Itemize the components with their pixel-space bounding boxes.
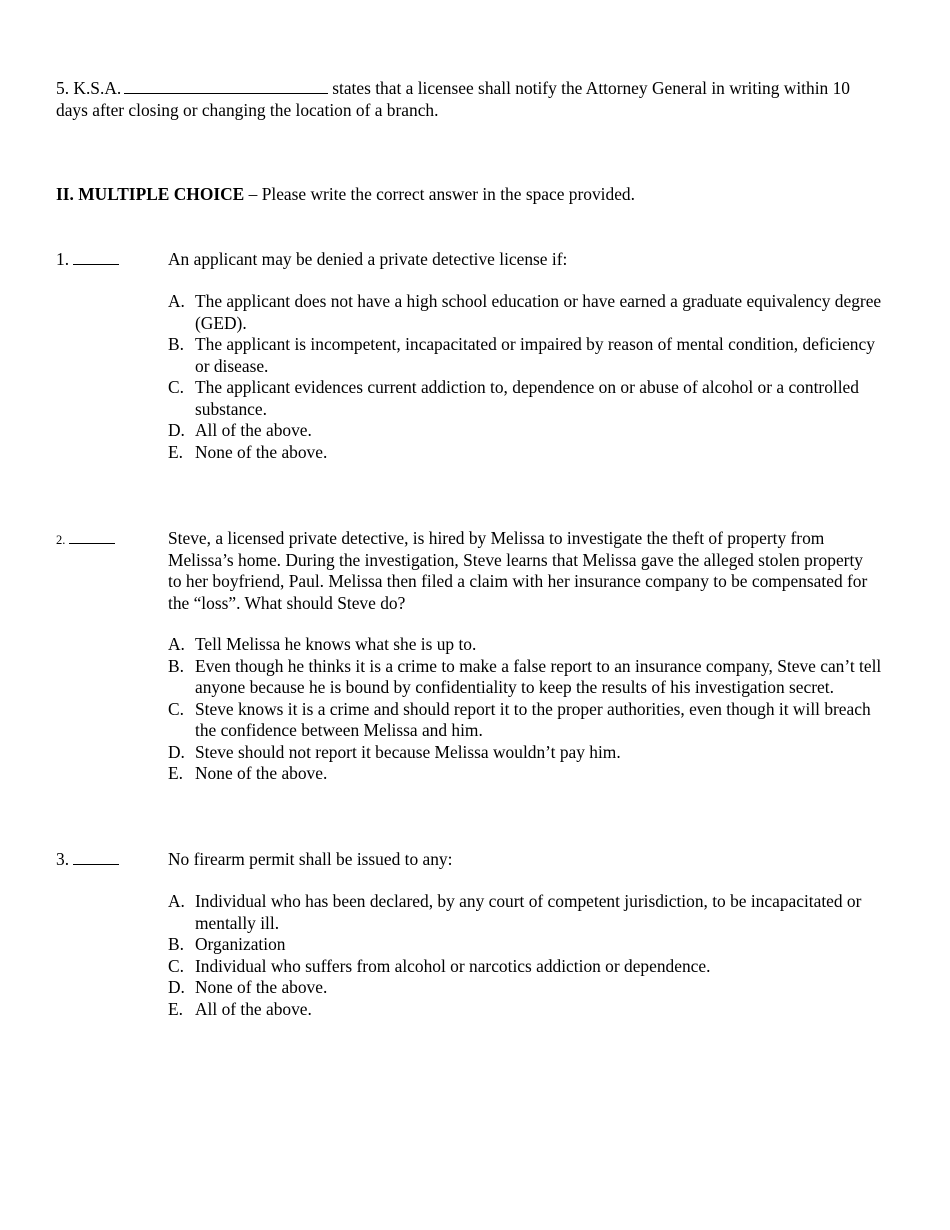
option-d bbox=[168, 420, 888, 442]
option-a bbox=[168, 291, 888, 334]
question-2-prompt: Steve, a licensed private detective, is hired by Melissa to investigate the theft of property from Melissa’s home. During the investigation, Steve learns that Melissa gave the alleged stolen property to her boyfriend, Paul. Melissa then filed a claim with her insurance company to be compensated for the “loss”. What should Steve do? bbox=[168, 528, 868, 613]
option-letter: D. bbox=[168, 977, 185, 997]
option-e bbox=[168, 442, 888, 464]
option-d bbox=[168, 977, 888, 999]
fill-in-question-5 bbox=[56, 77, 886, 121]
answer-blank[interactable] bbox=[73, 250, 119, 265]
option-text: None of the above. bbox=[195, 977, 328, 997]
question-2-options bbox=[168, 634, 888, 785]
option-b bbox=[168, 334, 888, 377]
section-title: II. MULTIPLE CHOICE bbox=[56, 184, 245, 204]
option-b bbox=[168, 656, 888, 699]
fill-in-text: states that a licensee shall notify the Attorney General in writing within 10 days after closing or changing the location of a branch. bbox=[56, 78, 850, 120]
option-text: Tell Melissa he knows what she is up to. bbox=[195, 634, 477, 654]
option-c bbox=[168, 377, 888, 420]
question-1-number bbox=[56, 249, 119, 271]
option-letter: E. bbox=[168, 998, 183, 1019]
question-number: 1. bbox=[56, 249, 70, 269]
answer-blank[interactable] bbox=[73, 850, 119, 865]
question-number: 2. bbox=[56, 533, 66, 547]
option-letter: A. bbox=[168, 891, 185, 911]
option-letter: C. bbox=[168, 698, 184, 719]
option-a bbox=[168, 891, 888, 934]
option-letter: E. bbox=[168, 441, 183, 462]
option-letter: A. bbox=[168, 634, 185, 654]
option-text: The applicant evidences current addiction to, dependence on or abuse of alcohol or a controlled substance. bbox=[195, 377, 859, 419]
option-letter: D. bbox=[168, 741, 185, 762]
question-number: 3. bbox=[56, 849, 70, 869]
option-text: The applicant does not have a high school education or have earned a graduate equivalency degree (GED). bbox=[195, 291, 882, 333]
option-letter: D. bbox=[168, 420, 185, 440]
option-letter: A. bbox=[168, 291, 185, 311]
option-letter: B. bbox=[168, 655, 184, 676]
option-letter: C. bbox=[168, 377, 184, 397]
option-text: Steve knows it is a crime and should report it to the proper authorities, even though it will breach the confidence between Melissa and him. bbox=[195, 698, 871, 740]
question-3-number bbox=[56, 849, 119, 871]
option-text: Individual who suffers from alcohol or narcotics addiction or dependence. bbox=[195, 955, 711, 976]
section-heading bbox=[56, 184, 916, 206]
option-c bbox=[168, 699, 888, 742]
question-3-options bbox=[168, 891, 888, 1020]
option-text: None of the above. bbox=[195, 763, 328, 783]
option-b bbox=[168, 934, 888, 956]
option-c bbox=[168, 956, 888, 978]
question-3-prompt: No firearm permit shall be issued to any: bbox=[168, 849, 453, 869]
question-1-prompt: An applicant may be denied a private detective license if: bbox=[168, 249, 568, 269]
option-text: Steve should not report it because Melissa wouldn’t pay him. bbox=[195, 741, 621, 762]
option-d bbox=[168, 742, 888, 764]
answer-blank[interactable] bbox=[69, 529, 115, 544]
option-letter: B. bbox=[168, 334, 184, 354]
option-letter: B. bbox=[168, 934, 184, 954]
option-text: None of the above. bbox=[195, 441, 328, 462]
option-e bbox=[168, 763, 888, 785]
answer-blank[interactable] bbox=[124, 77, 328, 94]
option-text: All of the above. bbox=[195, 420, 312, 440]
section-instruction: – Please write the correct answer in the space provided. bbox=[244, 184, 635, 204]
option-a bbox=[168, 634, 888, 656]
option-letter: E. bbox=[168, 763, 183, 783]
option-text: Even though he thinks it is a crime to make a false report to an insurance company, Steve can’t tell anyone because he is bound by confidentiality to keep the results of his investigation secret. bbox=[195, 655, 882, 697]
option-text: The applicant is incompetent, incapacitated or impaired by reason of mental condition, deficiency or disease. bbox=[195, 334, 875, 376]
question-2-number bbox=[56, 528, 115, 552]
fill-in-number: 5. K.S.A. bbox=[56, 78, 122, 98]
option-e bbox=[168, 999, 888, 1021]
option-letter: C. bbox=[168, 955, 184, 976]
option-text: Organization bbox=[195, 934, 286, 954]
option-text: All of the above. bbox=[195, 998, 312, 1019]
question-1-options bbox=[168, 291, 888, 463]
option-text: Individual who has been declared, by any court of competent jurisdiction, to be incapacitated or mentally ill. bbox=[195, 891, 862, 933]
